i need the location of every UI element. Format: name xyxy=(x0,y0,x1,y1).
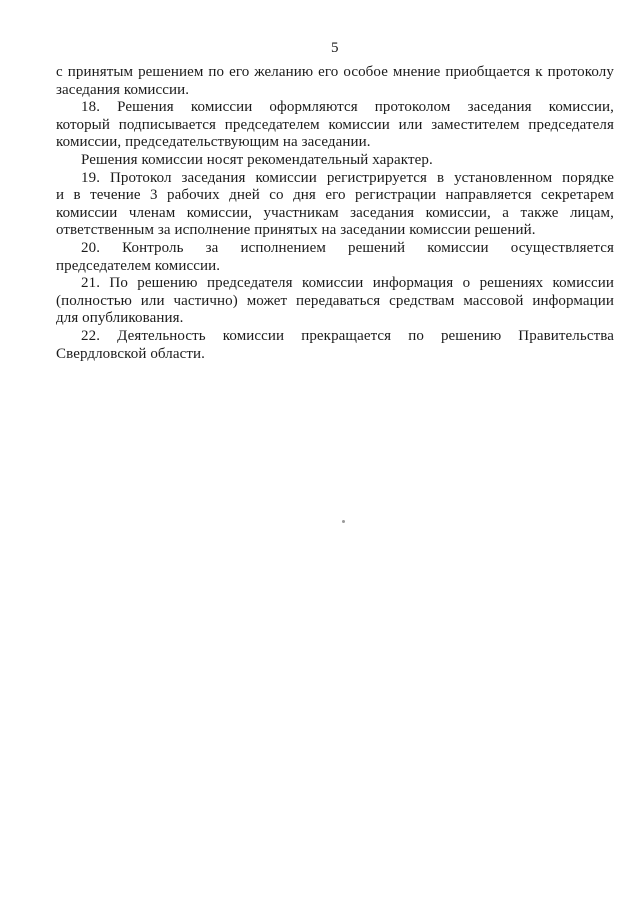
paragraph xyxy=(56,152,614,170)
paragraph xyxy=(56,240,614,275)
text-line: заседания комиссии. xyxy=(56,81,190,98)
paragraph xyxy=(56,328,614,363)
text-line: Решения комиссии носят рекомендательный характер. xyxy=(81,151,433,168)
text-block xyxy=(56,64,614,363)
text-line: 21. По решению председателя комиссии информация о решениях комиссии xyxy=(81,275,614,292)
text-line: (полностью или частично) может передаваться средствам массовой информации xyxy=(56,292,614,309)
text-line: для опубликования. xyxy=(56,310,184,327)
text-line: 22. Деятельность комиссии прекращается по решению Правительства xyxy=(81,327,614,344)
text-line: председателем комиссии. xyxy=(56,257,221,274)
text-line: с принятым решением по его желанию его особое мнение приобщается к протоколу xyxy=(56,64,614,80)
page-number: 5 xyxy=(331,40,339,56)
paragraph xyxy=(56,275,614,328)
scan-speck-artifact xyxy=(342,520,345,523)
text-line: комиссии членам комиссии, участникам заседания комиссии, а также лицам, xyxy=(56,204,614,221)
paragraph xyxy=(56,99,614,152)
text-line: и в течение 3 рабочих дней со дня его регистрации направляется секретарем xyxy=(56,187,614,204)
text-line: ответственным за исполнение принятых на заседании комиссии решений. xyxy=(56,222,536,239)
paragraph xyxy=(56,170,614,240)
text-line: 19. Протокол заседания комиссии регистрируется в установленном порядке xyxy=(81,169,614,186)
paragraph xyxy=(56,64,614,99)
text-line: 20. Контроль за исполнением решений комиссии осуществляется xyxy=(81,239,614,256)
text-line: 18. Решения комиссии оформляются протоколом заседания комиссии, xyxy=(81,99,614,116)
text-line: комиссии, председательствующим на заседании. xyxy=(56,134,371,151)
text-line: Свердловской области. xyxy=(56,345,206,362)
text-line: который подписывается председателем комиссии или заместителем председателя xyxy=(56,116,614,133)
